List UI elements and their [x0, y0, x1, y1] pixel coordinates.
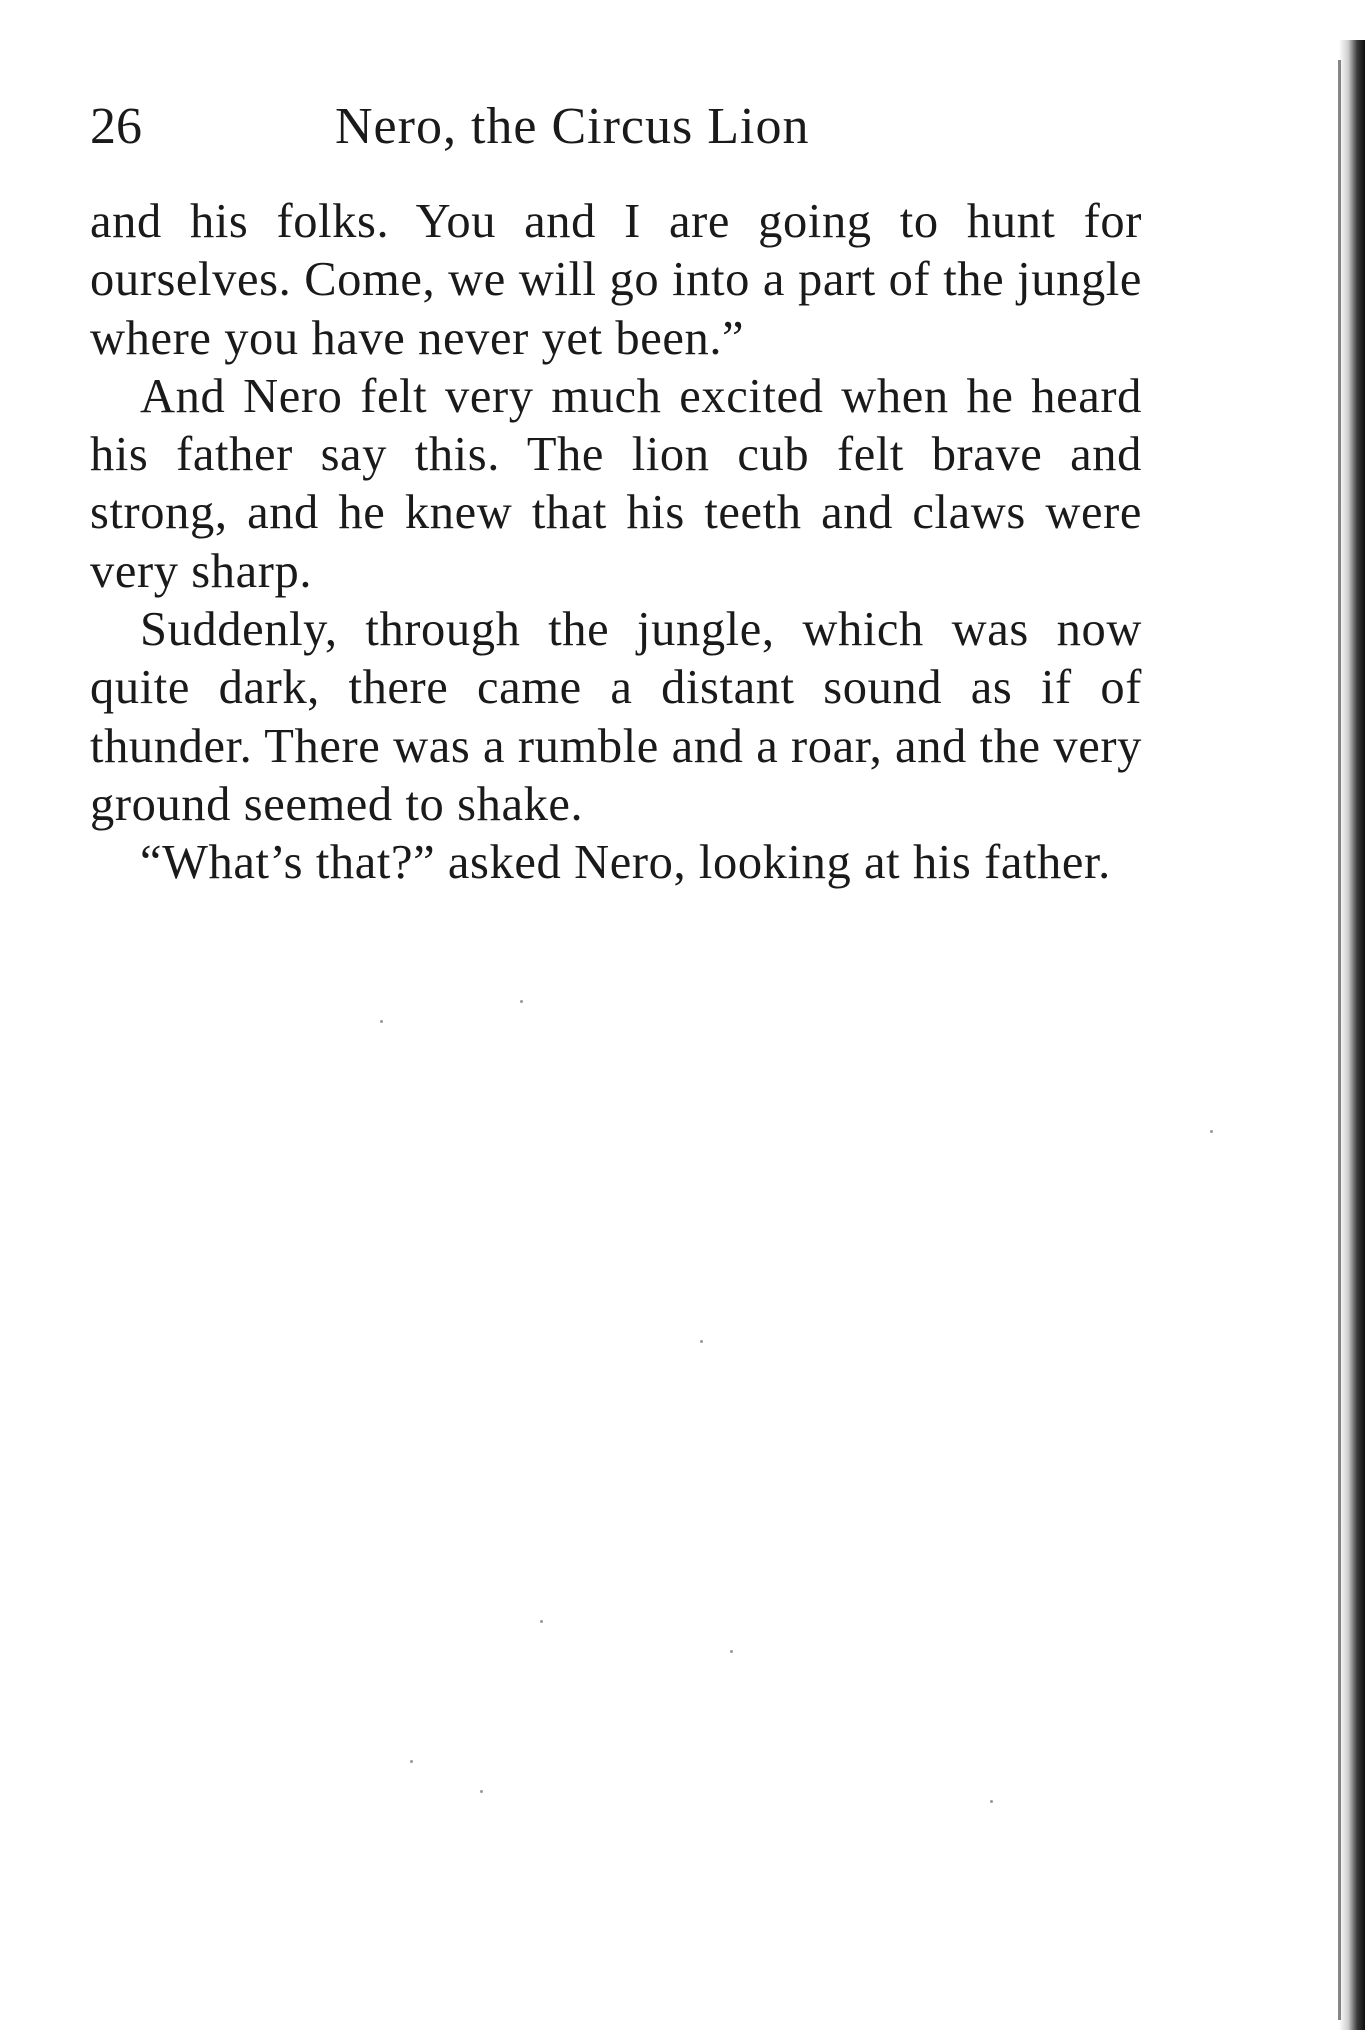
- body-text: [90, 193, 1142, 893]
- paper-speck: [380, 1020, 383, 1023]
- paper-speck: [730, 1650, 733, 1653]
- page-number: 26: [90, 98, 142, 155]
- paragraph: “What’s that?” asked Nero, looking at his father.: [140, 836, 1111, 890]
- paragraph: Suddenly, through the jungle, which was now quite dark, there came a distant sound as if of thunder. There was a rumble and a roar, and the very ground seemed to shake.: [90, 603, 1142, 831]
- paper-speck: [410, 1760, 413, 1763]
- paper-speck: [990, 1800, 993, 1803]
- running-title: Nero, the Circus Lion: [335, 98, 810, 155]
- paper-speck: [480, 1790, 483, 1793]
- running-head: [90, 92, 1140, 162]
- paper-speck: [700, 1340, 703, 1343]
- page-gutter-line: [1338, 60, 1341, 2020]
- page-gutter-shadow: [1339, 40, 1365, 2030]
- paper-speck: [540, 1620, 543, 1623]
- paper-speck: [1210, 1130, 1213, 1133]
- paragraph: And Nero felt very much excited when he heard his father say this. The lion cub felt brave and strong, and he knew that his teeth and claws were very sharp.: [90, 369, 1142, 598]
- paragraph: and his folks. You and I are going to hunt for ourselves. Come, we will go into a part of the jungle where you have never yet been.”: [90, 195, 1142, 365]
- paper-speck: [520, 1000, 523, 1003]
